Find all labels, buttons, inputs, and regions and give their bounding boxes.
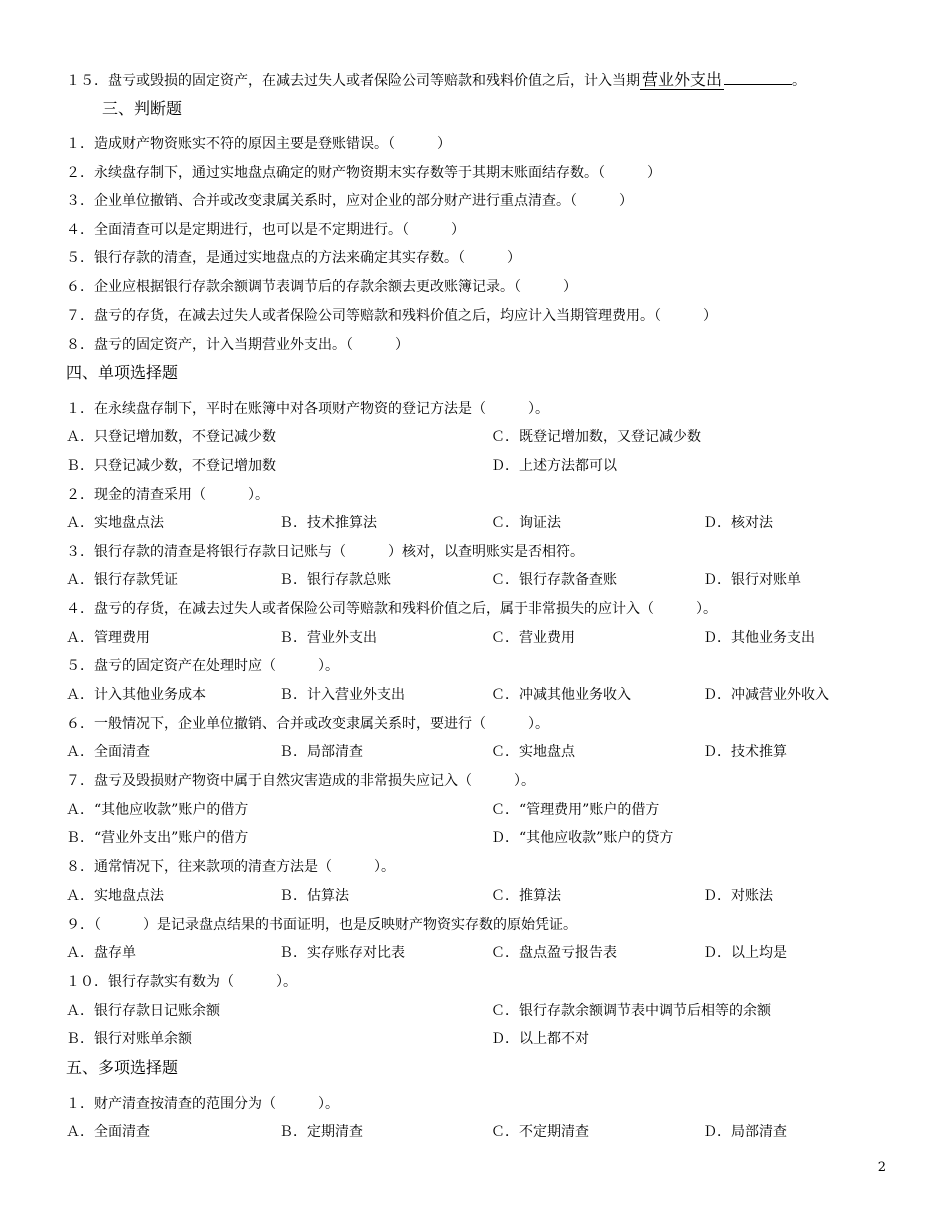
mc-question: ８．通常情况下，往来款项的清查方法是（ ）。: [66, 859, 395, 875]
option-c: Ｃ．银行存款余额调节表中调节后相等的余额: [491, 1003, 771, 1019]
section-5-title: 五、多项选择题: [66, 1058, 179, 1077]
option-d: Ｄ．以上都不对: [491, 1031, 589, 1047]
section-3-title: 三、判断题: [102, 99, 183, 118]
option-d: Ｄ．上述方法都可以: [491, 458, 617, 474]
option-b: Ｂ．技术推算法: [279, 515, 377, 531]
option-c: Ｃ．推算法: [491, 888, 561, 904]
option-b: Ｂ．营业外支出: [279, 630, 377, 646]
judge-item: ２．永续盘存制下，通过实地盘点确定的财产物资期末实存数等于其期末账面结存数。（ ）: [66, 165, 661, 181]
option-c: Ｃ．实地盘点: [491, 744, 575, 760]
option-a: Ａ．只登记增加数，不登记减少数: [66, 429, 276, 445]
judge-item: ７．盘亏的存货，在减去过失人或者保险公司等赔款和残料价值之后，均应计入当期管理费用。（ ）: [66, 308, 717, 324]
option-d: Ｄ．核对法: [703, 515, 773, 531]
option-b: Ｂ．局部清查: [279, 744, 363, 760]
option-b: Ｂ．估算法: [279, 888, 349, 904]
mc-question: ９．（ ）是记录盘点结果的书面证明，也是反映财产物资实存数的原始凭证。: [66, 917, 577, 933]
section-4-title: 四、单项选择题: [66, 363, 179, 382]
answer-underline: [724, 70, 792, 85]
option-a: Ａ．管理费用: [66, 630, 150, 646]
option-c: Ｃ．不定期清查: [491, 1124, 589, 1140]
option-a: Ａ．实地盘点法: [66, 515, 164, 531]
question-15-suffix: 。: [792, 73, 807, 89]
option-d: Ｄ．冲减营业外收入: [703, 687, 829, 703]
option-c: Ｃ．既登记增加数，又登记减少数: [491, 429, 701, 445]
mc-question: ２．现金的清查采用（ ）。: [66, 487, 269, 503]
judge-item: ５．银行存款的清查，是通过实地盘点的方法来确定其实存数。（ ）: [66, 250, 521, 266]
option-d: Ｄ．技术推算: [703, 744, 787, 760]
option-b: Ｂ．定期清查: [279, 1124, 363, 1140]
option-a: Ａ．“其他应收款”账户的借方: [66, 802, 249, 818]
question-15-text: １５．盘亏或毁损的固定资产，在减去过失人或者保险公司等赔款和残料价值之后，计入当期: [66, 73, 640, 89]
option-b: Ｂ．“营业外支出”账户的借方: [66, 830, 249, 846]
judge-item: ４．全面清查可以是定期进行，也可以是不定期进行。（ ）: [66, 222, 465, 238]
mc-question: ４．盘亏的存货，在减去过失人或者保险公司等赔款和残料价值之后，属于非常损失的应计入（ ）。: [66, 601, 717, 617]
question-15-answer: 营业外支出: [642, 70, 723, 89]
option-b: Ｂ．计入营业外支出: [279, 687, 405, 703]
option-a: Ａ．银行存款日记账余额: [66, 1003, 220, 1019]
mc-question: １．财产清查按清查的范围分为（ ）。: [66, 1096, 339, 1112]
option-c: Ｃ．盘点盈亏报告表: [491, 945, 617, 961]
mc-question: ６．一般情况下，企业单位撤销、合并或改变隶属关系时，要进行（ ）。: [66, 716, 549, 732]
option-c: Ｃ．询证法: [491, 515, 561, 531]
judge-item: １．造成财产物资账实不符的原因主要是登账错误。（ ）: [66, 136, 451, 152]
mc-question: ５．盘亏的固定资产在处理时应（ ）。: [66, 658, 339, 674]
mc-question: １．在永续盘存制下，平时在账簿中对各项财产物资的登记方法是（ ）。: [66, 401, 549, 417]
question-15: [66, 70, 806, 90]
option-a: Ａ．全面清查: [66, 1124, 150, 1140]
option-c: Ｃ．冲减其他业务收入: [491, 687, 631, 703]
page-number: 2: [877, 1160, 886, 1175]
option-d: Ｄ．对账法: [703, 888, 773, 904]
option-d: Ｄ．其他业务支出: [703, 630, 815, 646]
option-d: Ｄ．“其他应收款”账户的贷方: [491, 830, 674, 846]
option-d: Ｄ．银行对账单: [703, 572, 801, 588]
option-a: Ａ．全面清查: [66, 744, 150, 760]
option-a: Ａ．计入其他业务成本: [66, 687, 206, 703]
option-c: Ｃ．营业费用: [491, 630, 575, 646]
option-b: Ｂ．银行存款总账: [279, 572, 391, 588]
option-c: Ｃ．银行存款备查账: [491, 572, 617, 588]
option-b: Ｂ．实存账存对比表: [279, 945, 405, 961]
mc-question: １０．银行存款实有数为（ ）。: [66, 974, 297, 990]
mc-question: ７．盘亏及毁损财产物资中属于自然灾害造成的非常损失应记入（ ）。: [66, 773, 535, 789]
option-a: Ａ．盘存单: [66, 945, 136, 961]
option-d: Ｄ．以上均是: [703, 945, 787, 961]
option-b: Ｂ．只登记减少数，不登记增加数: [66, 458, 276, 474]
judge-item: ３．企业单位撤销、合并或改变隶属关系时，应对企业的部分财产进行重点清查。（ ）: [66, 193, 633, 209]
judge-item: ６．企业应根据银行存款余额调节表调节后的存款余额去更改账簿记录。（ ）: [66, 279, 577, 295]
option-d: Ｄ．局部清查: [703, 1124, 787, 1140]
option-c: Ｃ．“管理费用”账户的借方: [491, 802, 660, 818]
mc-question: ３．银行存款的清查是将银行存款日记账与（ ）核对，以查明账实是否相符。: [66, 544, 584, 560]
option-b: Ｂ．银行对账单余额: [66, 1031, 192, 1047]
option-a: Ａ．银行存款凭证: [66, 572, 178, 588]
judge-item: ８．盘亏的固定资产，计入当期营业外支出。（ ）: [66, 337, 409, 353]
option-a: Ａ．实地盘点法: [66, 888, 164, 904]
